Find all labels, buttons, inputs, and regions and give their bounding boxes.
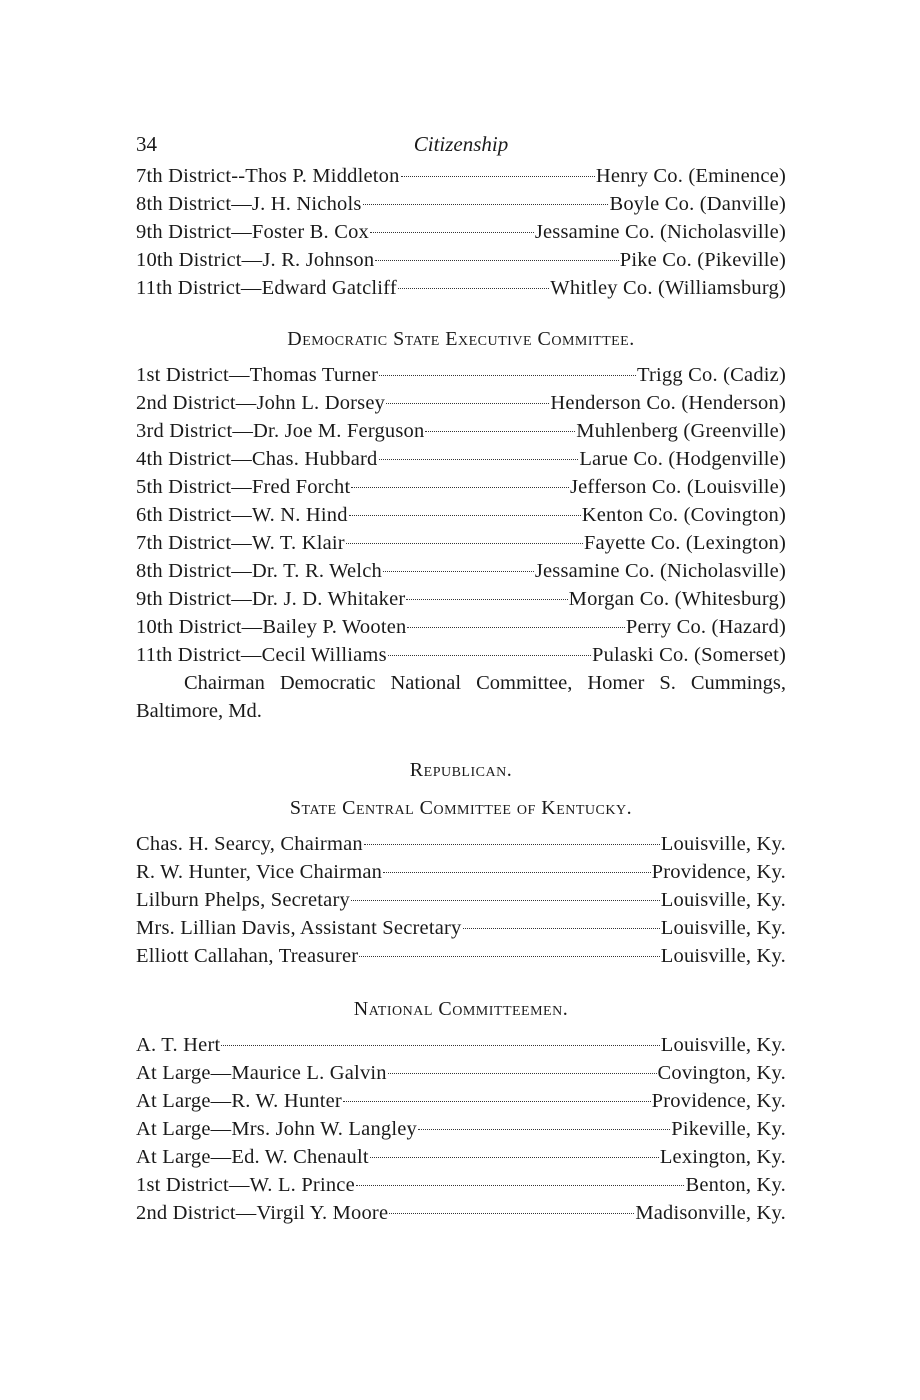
republican-heading: Republican.: [409, 759, 513, 781]
page-number: 34: [136, 132, 157, 156]
list-item: 2nd District—John L. Dorsey Henderson Co. (Henderson): [136, 392, 786, 414]
list-item: A. T. Hert Louisville, Ky.: [136, 1034, 786, 1056]
running-title: Citizenship: [413, 132, 509, 156]
list-item: Chas. H. Searcy, Chairman Louisville, Ky.: [136, 833, 786, 855]
list-item: At Large—Mrs. John W. Langley Pikeville, Ky.: [136, 1118, 786, 1140]
list-item: Mrs. Lillian Davis, Assistant Secretary Louisville, Ky.: [136, 917, 786, 939]
list-item: 4th District—Chas. Hubbard Larue Co. (Hodgenville): [136, 448, 786, 470]
list-item: 6th District—W. N. Hind Kenton Co. (Covington): [136, 504, 786, 526]
national-committeemen-list: [136, 1031, 786, 1227]
state-central-committee-list: [136, 830, 786, 970]
list-item: 3rd District—Dr. Joe M. Ferguson Muhlenberg (Greenville): [136, 420, 786, 442]
continued-district-list: [136, 162, 786, 302]
list-item: 10th District—Bailey P. Wooten Perry Co. (Hazard): [136, 616, 786, 638]
list-item: 8th District—Dr. T. R. Welch Jessamine Co. (Nicholasville): [136, 560, 786, 582]
list-item: 2nd District—Virgil Y. Moore Madisonville, Ky.: [136, 1202, 786, 1224]
page-content: [136, 128, 786, 1227]
list-item: Lilburn Phelps, Secretary Louisville, Ky.: [136, 889, 786, 911]
list-item: 7th District--Thos P. Middleton Henry Co. (Eminence): [136, 165, 786, 187]
list-item: 7th District—W. T. Klair Fayette Co. (Lexington): [136, 532, 786, 554]
list-item: At Large—Ed. W. Chenault Lexington, Ky.: [136, 1146, 786, 1168]
list-item: 8th District—J. H. Nichols Boyle Co. (Danville): [136, 193, 786, 215]
running-head: [136, 128, 786, 162]
list-item: 1st District—W. L. Prince Benton, Ky.: [136, 1174, 786, 1196]
list-item: 5th District—Fred Forcht Jefferson Co. (Louisville): [136, 476, 786, 498]
list-item: 11th District—Edward Gatcliff Whitley Co. (Williamsburg): [136, 277, 786, 299]
national-committeemen-heading: National Committeemen.: [353, 998, 569, 1020]
democratic-committee-heading: Democratic State Executive Committee.: [287, 328, 635, 350]
list-item: 10th District—J. R. Johnson Pike Co. (Pikeville): [136, 249, 786, 271]
list-item: 11th District—Cecil Williams Pulaski Co. (Somerset): [136, 644, 786, 666]
list-item: 1st District—Thomas Turner Trigg Co. (Cadiz): [136, 364, 786, 386]
democratic-committee-list: [136, 361, 786, 669]
chairman-note: Chairman Democratic National Committee, Homer S. Cummings, Baltimore, Md.: [136, 672, 786, 722]
list-item: 9th District—Foster B. Cox Jessamine Co. (Nicholasville): [136, 221, 786, 243]
list-item: Elliott Callahan, Treasurer Louisville, Ky.: [136, 945, 786, 967]
list-item: R. W. Hunter, Vice Chairman Providence, Ky.: [136, 861, 786, 883]
list-item: At Large—Maurice L. Galvin Covington, Ky.: [136, 1062, 786, 1084]
list-item: At Large—R. W. Hunter Providence, Ky.: [136, 1090, 786, 1112]
list-item: 9th District—Dr. J. D. Whitaker Morgan Co. (Whitesburg): [136, 588, 786, 610]
state-central-committee-heading: State Central Committee of Kentucky.: [289, 797, 633, 819]
